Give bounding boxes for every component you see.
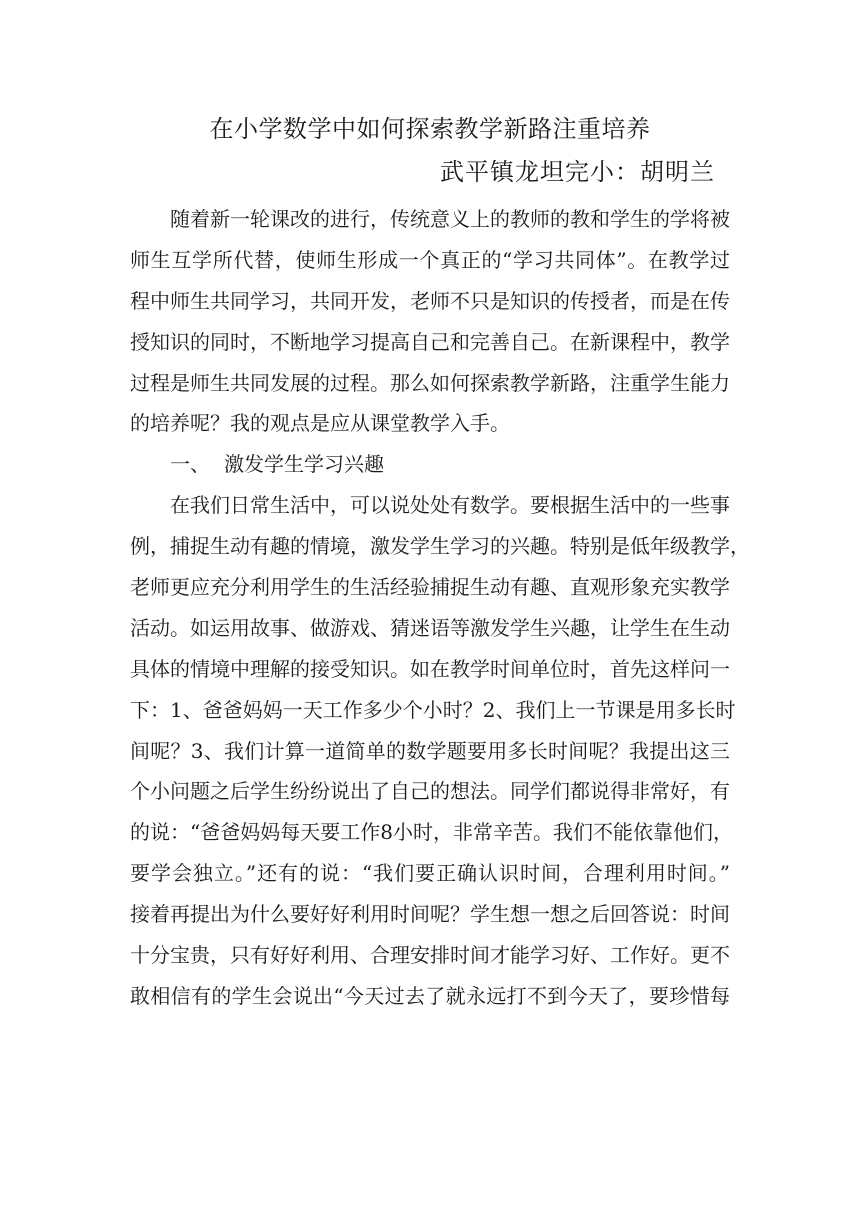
- text-line: 的培养呢？我的观点是应从课堂教学入手。: [130, 411, 510, 436]
- text-line: 个小问题之后学生纷纷说出了自己的想法。同学们都说得非常好，有: [130, 779, 730, 804]
- text-line: 老师更应充分利用学生的生活经验捕捉生动有趣、直观形象充实教学: [130, 575, 730, 600]
- text-line: 活动。如运用故事、做游戏、猜迷语等激发学生兴趣，让学生在生动: [130, 615, 730, 640]
- section-heading-text: 激发学生学习兴趣: [224, 452, 384, 477]
- text-line: 下：1、爸爸妈妈一天工作多少个小时？2、我们上一节课是用多长时: [130, 697, 736, 722]
- text-line: 程中师生共同学习，共同开发，老师不只是知识的传授者，而是在传: [130, 288, 730, 313]
- paragraph-interest: [130, 485, 750, 1017]
- text-line: 师生互学所代替，使师生形成一个真正的“学习共同体”。在教学过: [130, 247, 730, 272]
- text-line: 在我们日常生活中，可以说处处有数学。要根据生活中的一些事: [170, 493, 730, 518]
- text-line: 过程是师生共同发展的过程。那么如何探索教学新路，注重学生能力: [130, 370, 730, 395]
- text-line: 具体的情境中理解的接受知识。如在教学时间单位时，首先这样问一: [130, 656, 730, 681]
- text-line: 敢相信有的学生会说出“今天过去了就永远打不到今天了，要珍惜每: [130, 983, 730, 1008]
- document-body: [130, 199, 750, 1017]
- text-line: 授知识的同时，不断地学习提高自己和完善自己。在新课程中，教学: [130, 329, 730, 354]
- text-line: 例，捕捉生动有趣的情境，激发学生学习的兴趣。特别是低年级教学，: [130, 534, 750, 559]
- section-heading: [130, 444, 730, 485]
- section-number: 一、: [170, 452, 210, 477]
- text-line: 随着新一轮课改的进行，传统意义上的教师的教和学生的学将被: [170, 207, 730, 231]
- text-line: 间呢？3、我们计算一道简单的数学题要用多长时间呢？我提出这三: [130, 738, 730, 763]
- paragraph-intro: [130, 199, 730, 444]
- author-line: 武平镇龙坦完小：胡明兰: [440, 158, 715, 186]
- text-line: 要学会独立。”还有的说：“我们要正确认识时间，合理利用时间。”: [130, 861, 730, 886]
- text-line: 接着再提出为什么要好好利用时间呢？学生想一想之后回答说：时间: [130, 902, 730, 927]
- text-line: 十分宝贵，只有好好利用、合理安排时间才能学习好、工作好。更不: [130, 943, 730, 968]
- document-title: 在小学数学中如何探索教学新路注重培养: [209, 115, 651, 143]
- text-line: 的说：“爸爸妈妈每天要工作8小时，非常辛苦。我们不能依靠他们，: [130, 820, 733, 845]
